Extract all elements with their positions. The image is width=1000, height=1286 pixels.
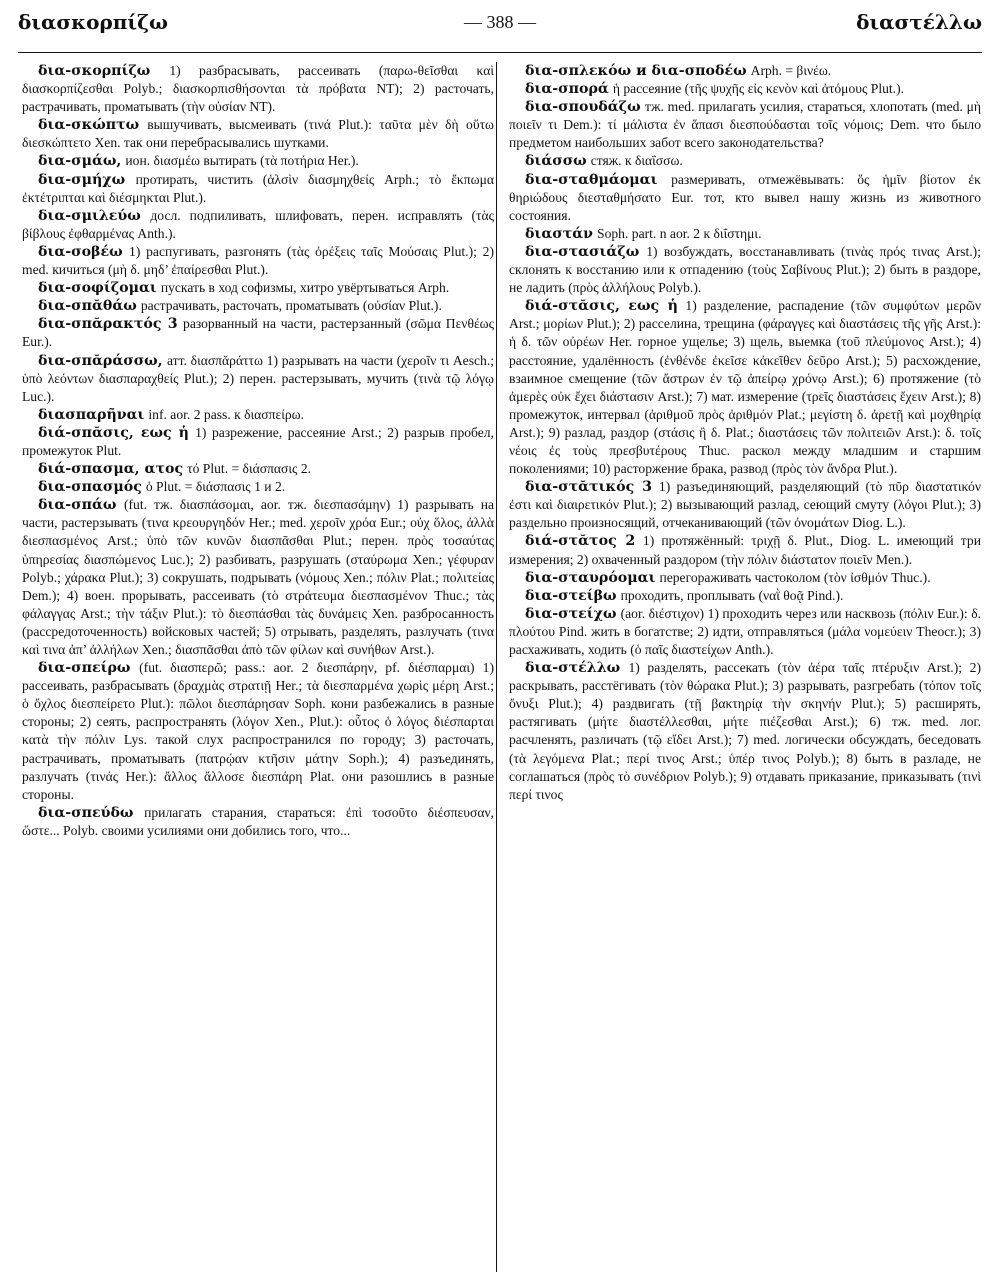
- headword: δια-σμήχω: [38, 171, 126, 188]
- dictionary-entry: [22, 116, 494, 152]
- dictionary-entry: [22, 424, 494, 460]
- column-divider: [496, 62, 497, 1272]
- dictionary-entry: [22, 279, 494, 297]
- entry-definition: пускать в ход софизмы, хитро увёртываться Arph.: [160, 280, 450, 296]
- entry-definition: τό Plut. = διάσπασις 2.: [187, 461, 312, 477]
- entry-definition: досл. подпиливать, шлифовать, перен. исправлять (τὰς βίβλους ἐφθαρμένας Anth.).: [22, 207, 494, 241]
- dictionary-entry: [22, 659, 494, 804]
- headword: διά-σπᾰσις, εως ἡ: [38, 424, 189, 441]
- header-first-word: διασκορπίζω: [18, 10, 168, 34]
- entry-definition: 1) разрежение, рассеяние Arst.; 2) разрыв пробел, промежуток Plut.: [22, 424, 494, 458]
- headword: δια-σοφίζομαι: [38, 280, 157, 297]
- headword: δια-στασιάζω: [525, 243, 640, 260]
- entry-definition: перегораживать частоколом (τὸν ἰσθμόν Thuc.).: [659, 569, 931, 585]
- entry-definition: ион. διασμέω вытирать (τὰ ποτήρια Her.).: [125, 153, 359, 169]
- dictionary-entry: [509, 569, 981, 587]
- entry-definition: (aor. διέστιχον) 1) проходить через или насквозь (πόλιν Eur.): δ. πλούτου Pind. жить в богатстве; 2) идти, отправляться (μάλα νομεύειν Theocr.); 3) расхаживать, ходить (ὁ παῖς διαστείχων Anth.).: [509, 605, 981, 657]
- entry-definition: растрачивать, расточать, проматывать (οὐσίαν Plut.).: [140, 298, 442, 314]
- entry-definition: 1) распугивать, разгонять (τὰς ὀρέξεις ταῖς Μούσαις Plut.); 2) med. кичиться (μὴ δ. μηδ’ ἐπαίρεσθαι Plut.).: [22, 243, 494, 278]
- entry-definition: атт. διασπᾰράττω 1) разрывать на части (χεροῖν τι Aesch.; ὑπὸ λεόντων διασπαραχθείς Plut.); 2) перен. растерзывать, мучить (τινὰ τῷ λόγῳ Luc.).: [22, 352, 494, 404]
- dictionary-entry: [22, 152, 494, 170]
- headword: διά-στᾰσις, εως ἡ: [525, 298, 678, 315]
- headword: διάσσω: [525, 153, 587, 170]
- dictionary-entry: [509, 478, 981, 532]
- headword: δια-στείχω: [525, 605, 617, 622]
- entry-definition: 1) разбрасывать, рассеивать (παρω-θεῖσθαι καὶ διασκορπίζεσθαι Polyb.; διασκορπισθήσονται τὰ πρόβατα NT); 2) расточать, растрачивать, проматывать (τὴν οὐσίαν NT).: [22, 63, 494, 115]
- dictionary-entry: [22, 315, 494, 351]
- right-column: [509, 62, 981, 804]
- headword: δια-σπᾰθάω: [38, 298, 137, 315]
- headword: δια-σμιλεύω: [38, 207, 141, 224]
- entry-definition: Arph. = βινέω.: [750, 63, 832, 78]
- headword: δια-σοβέω: [38, 243, 123, 260]
- dictionary-entry: [509, 62, 981, 80]
- entry-definition: протирать, чистить (ἁλσὶν διασμηχθείς Arph.; τὸ ἔκπωμα ἐκτέτριπται καὶ διέσμηκται Plut.).: [22, 171, 494, 205]
- entry-definition: 1) разъединяющий, разделяющий (τὸ πῦρ διαστατικόν ἐστι καὶ διαιρετικόν Plut.); 2) вызывающий разлад, сеющий смуту (λόγοι Plut.); 3) раздельно произносящий, отчеканивающий (τῶν ὀνομάτων Diog. L.).: [509, 479, 981, 531]
- left-column: [22, 62, 494, 840]
- entry-definition: inf. aor. 2 pass. к διασπείρω.: [148, 406, 304, 422]
- headword: δια-σπλεκόω и δια-σποδέω: [525, 63, 747, 79]
- headword: δια-σπορά: [525, 81, 609, 98]
- headword: δια-σπᾰράσσω,: [38, 352, 163, 369]
- dictionary-entry: [509, 225, 981, 243]
- entry-definition: разорванный на части, растерзанный (σῶμα Πενθέως Eur.).: [22, 316, 495, 350]
- entry-definition: Soph. part. n aor. 2 к διΐστημι.: [597, 225, 762, 241]
- dictionary-entry: [509, 297, 981, 478]
- headword: δια-σμάω,: [38, 153, 122, 170]
- headword: δια-σπείρω: [38, 660, 131, 677]
- dictionary-entry: [22, 207, 494, 243]
- dictionary-entry: [509, 532, 981, 568]
- headword: δια-στείβω: [525, 587, 617, 604]
- dictionary-entry: [509, 659, 981, 804]
- page-number: — 388 —: [464, 12, 536, 32]
- entry-definition: размеривать, отмежёвывать: ὅς ἡμῖν βίοτον ἐκ θηριώδους διεσταθμήσατο Eur. тот, кто вывел нашу жизнь из животного состояния.: [509, 171, 981, 223]
- headword: δια-σκώπτω: [38, 117, 140, 134]
- entry-definition: стяж. к διαΐσσω.: [590, 153, 683, 169]
- header-rule: [18, 52, 982, 53]
- headword: δια-σπουδάζω: [525, 99, 641, 116]
- headword: δια-σπᾰρακτός 3: [38, 316, 178, 333]
- dictionary-entry: [509, 80, 981, 98]
- headword: δια-στέλλω: [525, 660, 621, 677]
- entry-definition: ὁ Plut. = διάσπασις 1 и 2.: [145, 479, 286, 495]
- dictionary-entry: [509, 171, 981, 225]
- entry-definition: тж. med. прилагать усилия, стараться, хлопотать (med. μὴ ποιεῖν τι Dem.): τί μάλιστα ἐν ἅπασι διεσπούδασται τοῖς νόμοις; Dem. что было предметом наибольших забот всего законодательства?: [509, 99, 981, 151]
- entry-definition: (fut. тж. διασπάσομαι, aor. тж. διεσπασάμην) 1) разрывать на части, растерзывать (τινα κρεουργηδόν Her.; med. χεροῖν χρόα Eur.; οὐχ ὅλος, ἀλλὰ διεσπασμένος Arst.; ὑπὸ τῶν κυνῶν διασπᾶσθαι Plut.; перен. πρὸς τοσαύτας ὑπηρεσίας διασπώμενος Luc.); 2) разбивать, разрушать (σταύρωμα Xen.; γέφυραν Polyb.; χάρακα Plut.); 3) сокрушать, подрывать (νόμους Xen.; πόλιν Plat.; πολιτείας Dem.); 4) воен. прорывать, рассеивать (τὸ στράτευμα διεσπασμένον Thuc.; τὰς φάλαγγας Arst.; τὴν τάξιν Plut.): τὸ διεσπάσθαι τὰς δυνάμεις Xen. разбросанность (рассредоточенность) войсковых частей; 5) отрывать, разделять, разлучать (τινα καὶ τινα ἀπ’ ἀλλήλων Xen.; διασπᾶσθαι ἀπὸ τῶν φίλων καὶ συνήθων Arst.).: [22, 497, 494, 657]
- headword: δια-στᾰτικός 3: [525, 479, 652, 496]
- headword: δια-σπάω: [38, 497, 117, 514]
- dictionary-entry: [22, 352, 494, 406]
- headword: διασπαρῆναι: [38, 406, 145, 423]
- headword: διά-σπασμα, ατος: [38, 461, 184, 478]
- entry-definition: 1) возбуждать, восстанавливать (τινὰς πρός τινας Arst.); склонять к восстанию или к отпадению (τοὺς Σαβίνους Plut.); 2) быть в раздоре, не ладить (πρὸς ἀλλήλους Polyb.).: [509, 243, 981, 296]
- entry-definition: проходить, проплывать (ναῒ θοᾷ Pind.).: [620, 587, 844, 603]
- headword: δια-σπασμός: [38, 479, 142, 496]
- dictionary-entry: [22, 297, 494, 315]
- entry-definition: ἡ рассеяние (τῆς ψυχῆς εἰς κενὸν καὶ ἀτόμους Plut.).: [612, 81, 905, 97]
- headword: δια-σταθμάομαι: [525, 171, 658, 188]
- dictionary-entry: [22, 171, 494, 207]
- dictionary-entry: [509, 243, 981, 297]
- headword: δια-σκορπίζω: [38, 63, 151, 79]
- entry-definition: 1) разделять, рассекать (τὸν ἀέρα ταῖς πτέρυξιν Arst.); 2) раскрывать, расстёгивать (τὸν θώρακα Plut.); 3) разрывать, разгребать (τόπον τοῖς ὄνυξι Plut.); 4) раздвигать (τῇ βακτηρίᾳ τὴν σκηνήν Plut.); 5) расширять, растягивать (μήτε διαστέλλεσθαι, μήτε πιέζεσθαι Arst.); 6) тж. med. лог. расчленять, различать (τῷ εἴδει Arst.); 7) med. логически обсуждать, беседовать (τὰ λεγόμενα Plat.; περί τινος Arst.; ὑπέρ τινος Polyb.); 8) быть в разладе, не соглашаться (πρὸς τὸ συνέδριον Polyb.); 9) отдавать приказание, приказывать (τινὶ περί τινος: [509, 660, 981, 802]
- dictionary-entry: [509, 587, 981, 605]
- dictionary-entry: [22, 62, 494, 116]
- entry-definition: 1) протяжённый: τριχῇ δ. Plut., Diog. L. имеющий три измерения; 2) охваченный раздором (τὴν πόλιν διάστατον ποιεῖν Men.).: [509, 533, 981, 567]
- header-last-word: διαστέλλω: [856, 10, 982, 34]
- dictionary-entry: [22, 243, 494, 279]
- entry-definition: вышучивать, высмеивать (τινά Plut.): ταῦτα μὲν δὴ οὕτω διεσκώπτετο Xen. так они перебрасывались шутками.: [22, 117, 494, 151]
- dictionary-entry: [22, 406, 494, 424]
- dictionary-entry: [22, 496, 494, 659]
- headword: δια-σταυρόομαι: [525, 569, 656, 586]
- dictionary-entry: [509, 98, 981, 152]
- dictionary-entry: [509, 152, 981, 170]
- headword: δια-σπεύδω: [38, 804, 134, 821]
- dictionary-entry: [509, 605, 981, 659]
- dictionary-entry: [22, 478, 494, 496]
- headword: διαστάν: [525, 225, 594, 242]
- headword: διά-στᾰτος 2: [525, 533, 636, 550]
- running-head: [18, 10, 982, 44]
- dictionary-entry: [22, 804, 494, 840]
- entry-definition: (fut. διασπερῶ; pass.: aor. 2 διεσπάρην, pf. διέσπαρμαι) 1) рассеивать, разбрасывать (δραχμὰς στρατιῇ Her.; τὰ διεσπαρμένα χωρὶς μέρη Arst.; ὁ ὄχλος διεσπείρετο Plut.): πῶλοι διεσπάρησαν Soph. кони разбежались в разные стороны; 2) сеять, распространять (λόγον Xen., Plut.): οὗτος ὁ λόγος διέσπαρται κατὰ τὴν πόλιν Lys. такой слух распространился по городу; 3) расточать, растрачивать, проматывать (πατρῴαν κτῆσιν μάτην Soph.); 4) разъединять, разлучать (τινάς Her.): ἄλλος ἄλλοσε διεσπάρη Plat. они разошлись в разные стороны.: [22, 660, 494, 802]
- entry-definition: прилагать старания, стараться: ἐπὶ τοσοῦτο διέσπευσαν, ὥστε... Polyb. своими усилиями они добились того, что...: [22, 804, 494, 838]
- entry-definition: 1) разделение, распадение (τῶν συμφύτων μερῶν Arst.; μορίων Plut.); 2) расселина, трещина (φάραγγες καὶ διαστάσεις τῆς γῆς Arst.): ἡ δ. τῶν οὐρέων Her. горное ущелье; 3) щель, выемка (τοῦ πλεύμονος Arst.); 4) расстояние, удалённость (ἐνθένδε ἐκεῖσε κἀκεῖθεν δεῦρο Arst.); 5) расхождение, взаимное смещение (τῶν ἄστρων ἐν τῷ ἀπείρῳ χρόνῳ Arst.); 6) протяжение (τὸ ἀμερὲς οὐκ ἔχει διάστασιν Arst.); 7) мат. измерение (τρεῖς διαστάσεις ἔχειν Arst.); 8) промежуток, интервал (ἀριθμοῦ πρὸς ἀριθμόν Plat.; μεγίστη δ. ἀρετῇ καὶ μοχθηρίᾳ Arst.); 9) разлад, раздор (στάσις ἢ δ. Plat.; διαστάσεις τῶν πολιτειῶν Arst.): δ. τοῖς νέοις ἐς τοὺς πρεσβυτέρους Thuc. раскол между младшим и старшим поколениями; 10) расторжение брака, развод (πρὸς τὸν ἄνδρα Plut.).: [509, 298, 981, 477]
- dictionary-entry: [22, 460, 494, 478]
